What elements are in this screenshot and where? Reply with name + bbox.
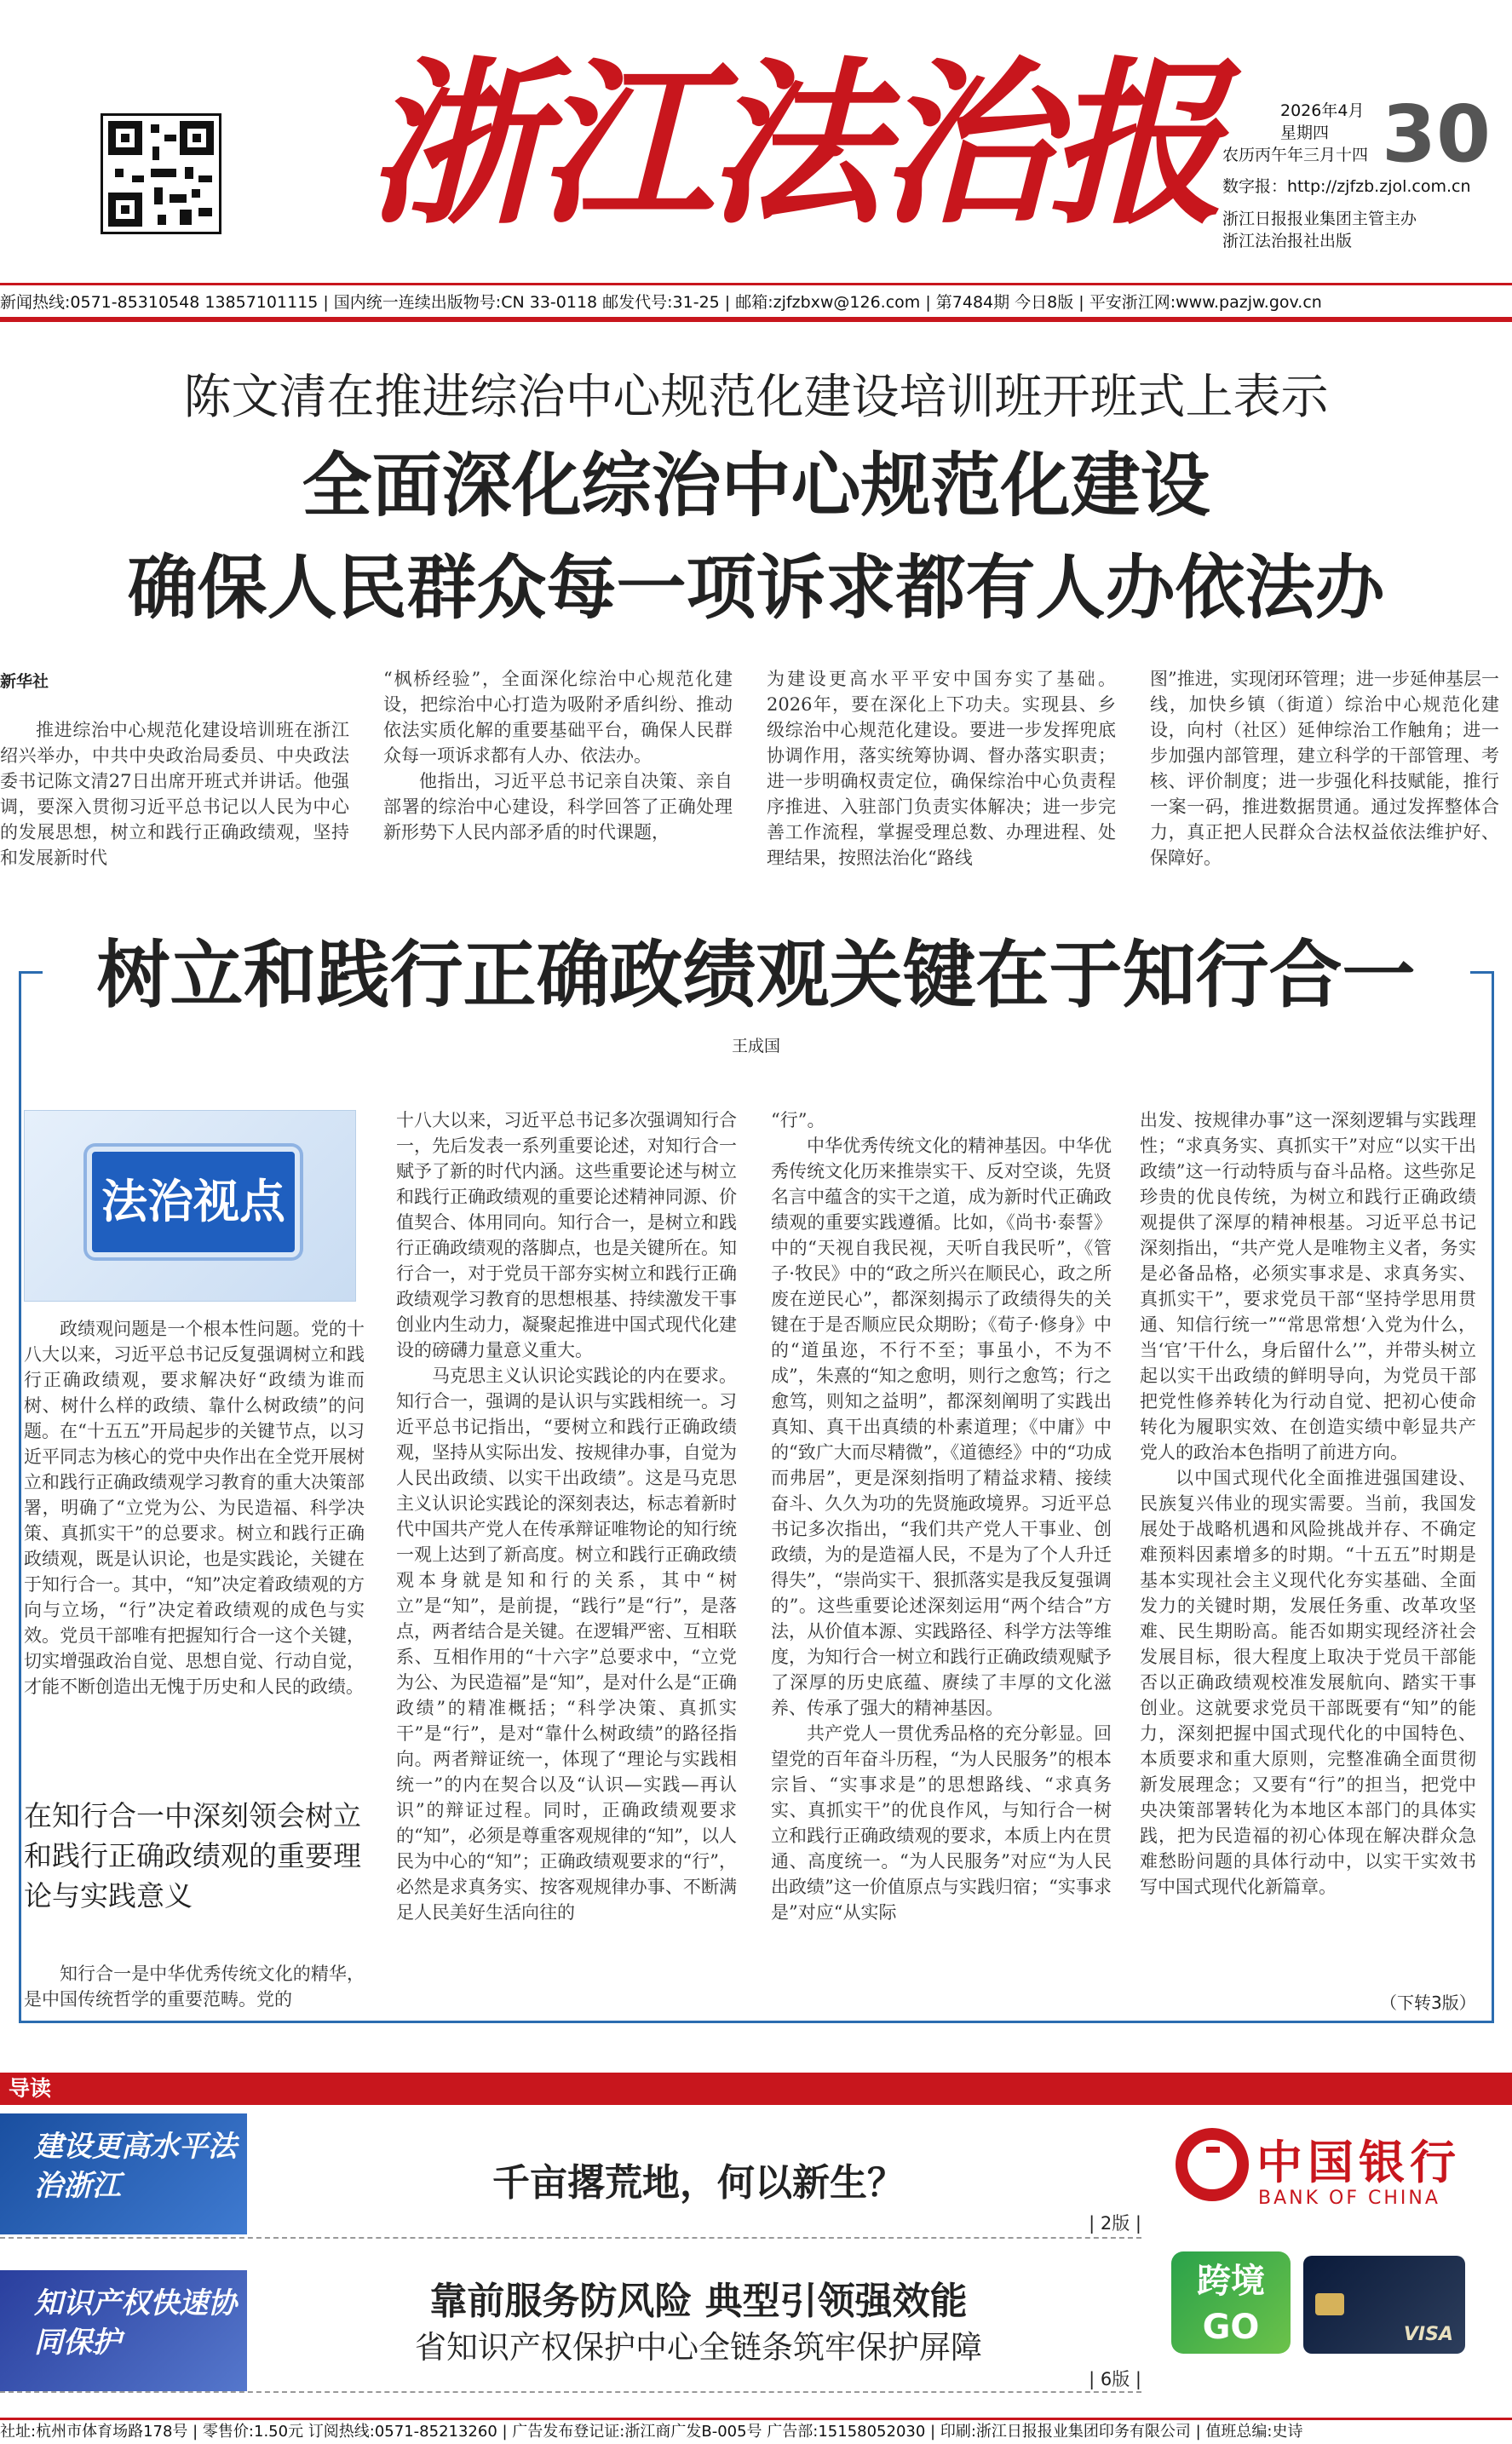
hotline-bar: 新闻热线:0571-85310548 13857101115 | 国内统一连续出版物号:CN 33-0118 邮发代号:31-25 | 邮箱:zjfzbxw@126.com | 第7484期 今日8版 | 平安浙江网:www.pazjw.gov.cn [0, 293, 1322, 312]
paragraph: 十八大以来，习近平总书记多次强调知行合一，先后发表一系列重要论述，对知行合一赋予了新的时代内涵。这些重要论述与树立和践行正确政绩观的重要论述精神同源、价值契合、体用同向。知行合一，是树立和践行正确政绩观的落脚点，也是关键所在。知行合一，对于党员干部夯实树立和践行正确政绩观学习教育的思想根基、持续激发干事创业内生动力，凝聚起推进中国式现代化建设的磅礴力量意义重大。 [396, 1110, 737, 1360]
opinion-author: 王成国 [731, 1037, 780, 1055]
paragraph: 马克思主义认识论实践论的内在要求。知行合一，强调的是认识与实践相统一。习近平总书记指出，“要树立和践行正确政绩观，坚持从实际出发、按规律办事，自觉为人民出政绩、以实干出政绩”。这是马克思主义认识论实践论的深刻表达，标志着新时代中国共产党人在传承辩证唯物论的知行统一观上达到了新高度。树立和践行正确政绩观本身就是知和行的关系，其中“树立”是“知”，是前提，“践行”是“行”，是落点，两者结合是关键。在逻辑严密、互相联系、互相作用的“十六字”总要求中，“立党为公、为民造福”是“知”，是对什么是“正确政绩”的精准概括；“科学决策、真抓实干”是“行”，是对“靠什么树政绩”的路径指向。两者辩证统一，体现了“理论与实践相统一”的内在契合以及“认识—实践—再认识”的辩证过程。同时，正确政绩观要求的“知”，必须是尊重客观规律的“知”，以人民为中心的“知”；正确政绩观要求的“行”，必然是求真务实、按客观规律办事、不断满足人民美好生活向往的 [396, 1366, 737, 1923]
card-chip-icon [1315, 2293, 1344, 2315]
visa-label: VISA [1403, 2324, 1453, 2345]
guide-title-1[interactable]: 千亩撂荒地，何以新生？ [492, 2161, 905, 2205]
lead-column-2: “枫桥经验”，全面深化综治中心规范化建设，把综治中心打造为吸附矛盾纠纷、推动依法实质化解的重要基础平台，确保人民群众每一项诉求都有人办、依法办。 他指出，习近平总书记亲自决策、亲自部署的综治中心建设，科学回答了正确处理新形势下人民内部矛盾的时代课题， [383, 669, 733, 842]
guide-subtitle-2: 省知识产权保护中心全链条筑牢保护屏障 [415, 2329, 982, 2366]
digital-link[interactable]: 数字报：http://zjfzb.zjol.com.cn [1222, 177, 1471, 196]
footer-bar: 社址:杭州市体育场路178号 | 零售价:1.50元 订阅热线:0571-85213260 | 广告发布登记证:浙江商广发B-005号 广告部:15158052030 | 印刷:浙江日报报业集团印务有限公司 | 值班总编:史诗 [0, 2418, 1512, 2444]
issue-lunar: 农历丙午年三月十四 [1222, 146, 1369, 164]
sponsor-line: 浙江日报报业集团主管主办 [1222, 210, 1417, 228]
opinion-column-1a: 政绩观问题是一个根本性问题。党的十八大以来，习近平总书记反复强调树立和践行正确政绩观，要求解决好“政绩为谁而树、树什么样的政绩、靠什么树政绩”的问题。在“十五五”开局起步的关键节点，以习近平同志为核心的党中央作出在全党开展树立和践行正确政绩观学习教育的重大决策部署，明确了“立党为公、为民造福、科学决策、真抓实干”的总要求。树立和践行正确政绩观，既是认识论，也是实践论，关键在于知行合一。其中，“知”决定着政绩观的方向与立场，“行”决定着政绩观的成色与实效。党员干部唯有把握知行合一这个关键，切实增强政治自觉、思想自觉、行动自觉，才能不断创造出无愧于历史和人民的政绩。 [24, 1319, 365, 1697]
issue-day: 30 [1382, 89, 1492, 180]
bank-card-image [1303, 2256, 1465, 2354]
badge-label: 法治视点 [87, 1147, 300, 1257]
guide-thumb-2: 知识产权快速协同保护 [0, 2270, 247, 2391]
opinion-column-4-text [1140, 1107, 1476, 1900]
bank-name-en: BANK OF CHINA [1258, 2188, 1440, 2209]
lead-column-4: 图”推进，实现闭环管理；进一步延伸基层一线，加快乡镇（街道）综治中心规范化建设，向村（社区）延伸综治工作触角；进一步加强内部管理，建立科学的干部管理、考核、评价制度；进一步强化科技赋能，推行一案一码，推进数据贯通。通过发挥整体合力，真正把人民群众合法权益依法维护好、保障好。 [1150, 669, 1499, 868]
lead-column-3: 为建设更高水平平安中国夯实了基础。2026年，要在深化上下功夫。实现县、乡级综治中心规范化建设。要进一步发挥兜底协调作用，落实统筹协调、督办落实职责；进一步明确权责定位，确保综治中心负责程序推进、入驻部门负责实体解决；进一步完善工作流程，掌握受理总数、办理进程、处理结果，按照法治化“路线 [767, 669, 1116, 868]
guide-title-2[interactable]: 靠前服务防风险 典型引领强效能 [429, 2280, 968, 2323]
opinion-column-2 [396, 1107, 737, 2014]
guide-page-2: | 6版 | [1089, 2369, 1141, 2389]
opinion-column-3 [771, 1107, 1112, 2014]
continued-note: （下转3版） [1380, 1993, 1476, 2013]
lead-kicker: 陈文清在推进综治中心规范化建设培训班开班式上表示 [183, 370, 1329, 425]
guide-page-1: | 2版 | [1089, 2213, 1141, 2234]
masthead-rule [0, 283, 1512, 285]
paragraph: 以中国式现代化全面推进强国建设、民族复兴伟业的现实需要。当前，我国发展处于战略机遇和风险挑战并存、不确定难预料因素增多的时期。“十五五”时期是基本实现社会主义现代化夯实基础、全面发力的关键时期，发展任务重、改革攻坚难、民生期盼高。能否如期实现经济社会发展目标，很大程度上取决于党员干部能否以正确政绩观校准发展航向、踏实干事创业。这就要求党员干部既要有“知”的能力，深刻把握中国式现代化的中国特色、本质要求和重大原则，完整准确全面贯彻新发展理念；又要有“行”的担当，把党中央决策部署转化为本地区本部门的具体实践，把为民造福的初心体现在解决群众急难愁盼问题的具体行动中，以实干实效书写中国式现代化新篇章。 [1140, 1468, 1476, 1897]
masthead-logo: 浙江法治报 [366, 41, 1218, 249]
masthead-rule-thick [0, 317, 1512, 322]
bank-logo-icon [1176, 2128, 1249, 2201]
bank-name: 中国银行 [1256, 2135, 1461, 2189]
opinion-column-4 [1140, 1107, 1476, 1988]
qr-code [101, 113, 221, 234]
guide-item-1[interactable] [0, 2111, 1141, 2239]
column-badge [24, 1110, 356, 1302]
lead-headline-1: 全面深化综治中心规范化建设 [302, 445, 1210, 526]
paragraph: 出发、按规律办事”这一深刻逻辑与实践理性；“求真务实、真抓实干”对应“以实干出政绩”这一行动特质与奋斗品格。这些弥足珍贵的优良传统，为树立和践行正确政绩观提供了深厚的精神根基。习近平总书记深刻指出，“共产党人是唯物主义者，务实是必备品格，必须实事求是、求真务实、真抓实干”，要求党员干部“坚持学思用贯通、知信行统一”“常思常想‘入党为什么，当‘官’干什么，身后留什么’”，并带头树立起以实干出政绩的鲜明导向，为党员干部把党性修养转化为行动自觉、把初心使命转化为履职实效、在创造实绩中彰显共产党人的政治本色指明了前进方向。 [1140, 1110, 1476, 1463]
paragraph: “行”。 [771, 1110, 825, 1130]
issue-weekday: 星期四 [1280, 124, 1330, 142]
paragraph: 中华优秀传统文化的精神基因。中华优秀传统文化历来推崇实干、反对空谈，先贤名言中蕴含的实干之道，成为新时代正确政绩观的重要实践遵循。比如，《尚书·泰誓》中的“天视自我民视，天听自我民听”，《管子·牧民》中的“政之所兴在顺民心，政之所废在逆民心”，都深刻揭示了政绩得失的关键在于是否顺应民众期盼；《荀子·修身》中的“道虽迩，不行不至；事虽小，不为不成”，朱熹的“知之愈明，则行之愈笃；行之愈笃，则知之益明”，都深刻阐明了实践出真知、真干出真绩的朴素道理；《中庸》中的“致广大而尽精微”，《道德经》中的“功成而弗居”，更是深刻指明了精益求精、接续奋斗、久久为功的先贤施政境界。习近平总书记多次指出，“我们共产党人干事业、创政绩，为的是造福人民，不是为了个人升迁得失”，“崇尚实干、狠抓落实是我反复强调的”。这些重要论述深刻运用“两个结合”方法，从价值本源、实践路径、科学方法等维度，为知行合一树立和践行正确政绩观赋予了深厚的历史底蕴、赓续了丰厚的文化滋养、传承了强大的精神基因。 [771, 1136, 1112, 1718]
lead-byline: 新华社 [0, 672, 49, 691]
guide-thumb-1: 建设更高水平法治浙江 [0, 2113, 247, 2234]
lead-headline-2: 确保人民群众每一项诉求都有人办依法办 [127, 547, 1385, 629]
guide-item-2[interactable] [0, 2260, 1141, 2393]
opinion-subhead: 在知行合一中深刻领会树立和践行正确政绩观的重要理论与实践意义 [24, 1799, 361, 1912]
crossborder-card: 跨境GO [1171, 2251, 1291, 2354]
bank-advertisement[interactable] [1154, 2111, 1503, 2375]
lead-column-1: 推进综治中心规范化建设培训班在浙江绍兴举办，中共中央政治局委员、中央政法委书记陈文清27日出席开班式并讲话。他强调，要深入贯彻习近平总书记以人民为中心的发展思想，树立和践行正确政绩观，坚持和发展新时代 [0, 720, 349, 868]
publisher-line: 浙江法治报社出版 [1222, 232, 1353, 250]
opinion-column-1b: 知行合一是中华优秀传统文化的精华，是中国传统哲学的重要范畴。党的 [24, 1964, 365, 2010]
opinion-column-2-text [396, 1107, 737, 1925]
opinion-title: 树立和践行正确政绩观关键在于知行合一 [96, 932, 1416, 1018]
guide-bar: 导读 [0, 2073, 1512, 2105]
issue-date: 2026年4月 [1280, 101, 1365, 120]
opinion-column-3-text [771, 1107, 1112, 1925]
paragraph: 共产党人一贯优秀品格的充分彰显。回望党的百年奋斗历程，“为人民服务”的根本宗旨、“实事求是”的思想路线、“求真务实、真抓实干”的优良作风，与知行合一树立和践行正确政绩观的要求，本质上内在贯通、高度统一。“为人民服务”对应“为人民出政绩”这一价值原点与实践归宿；“实事求是”对应“从实际 [771, 1723, 1112, 1923]
